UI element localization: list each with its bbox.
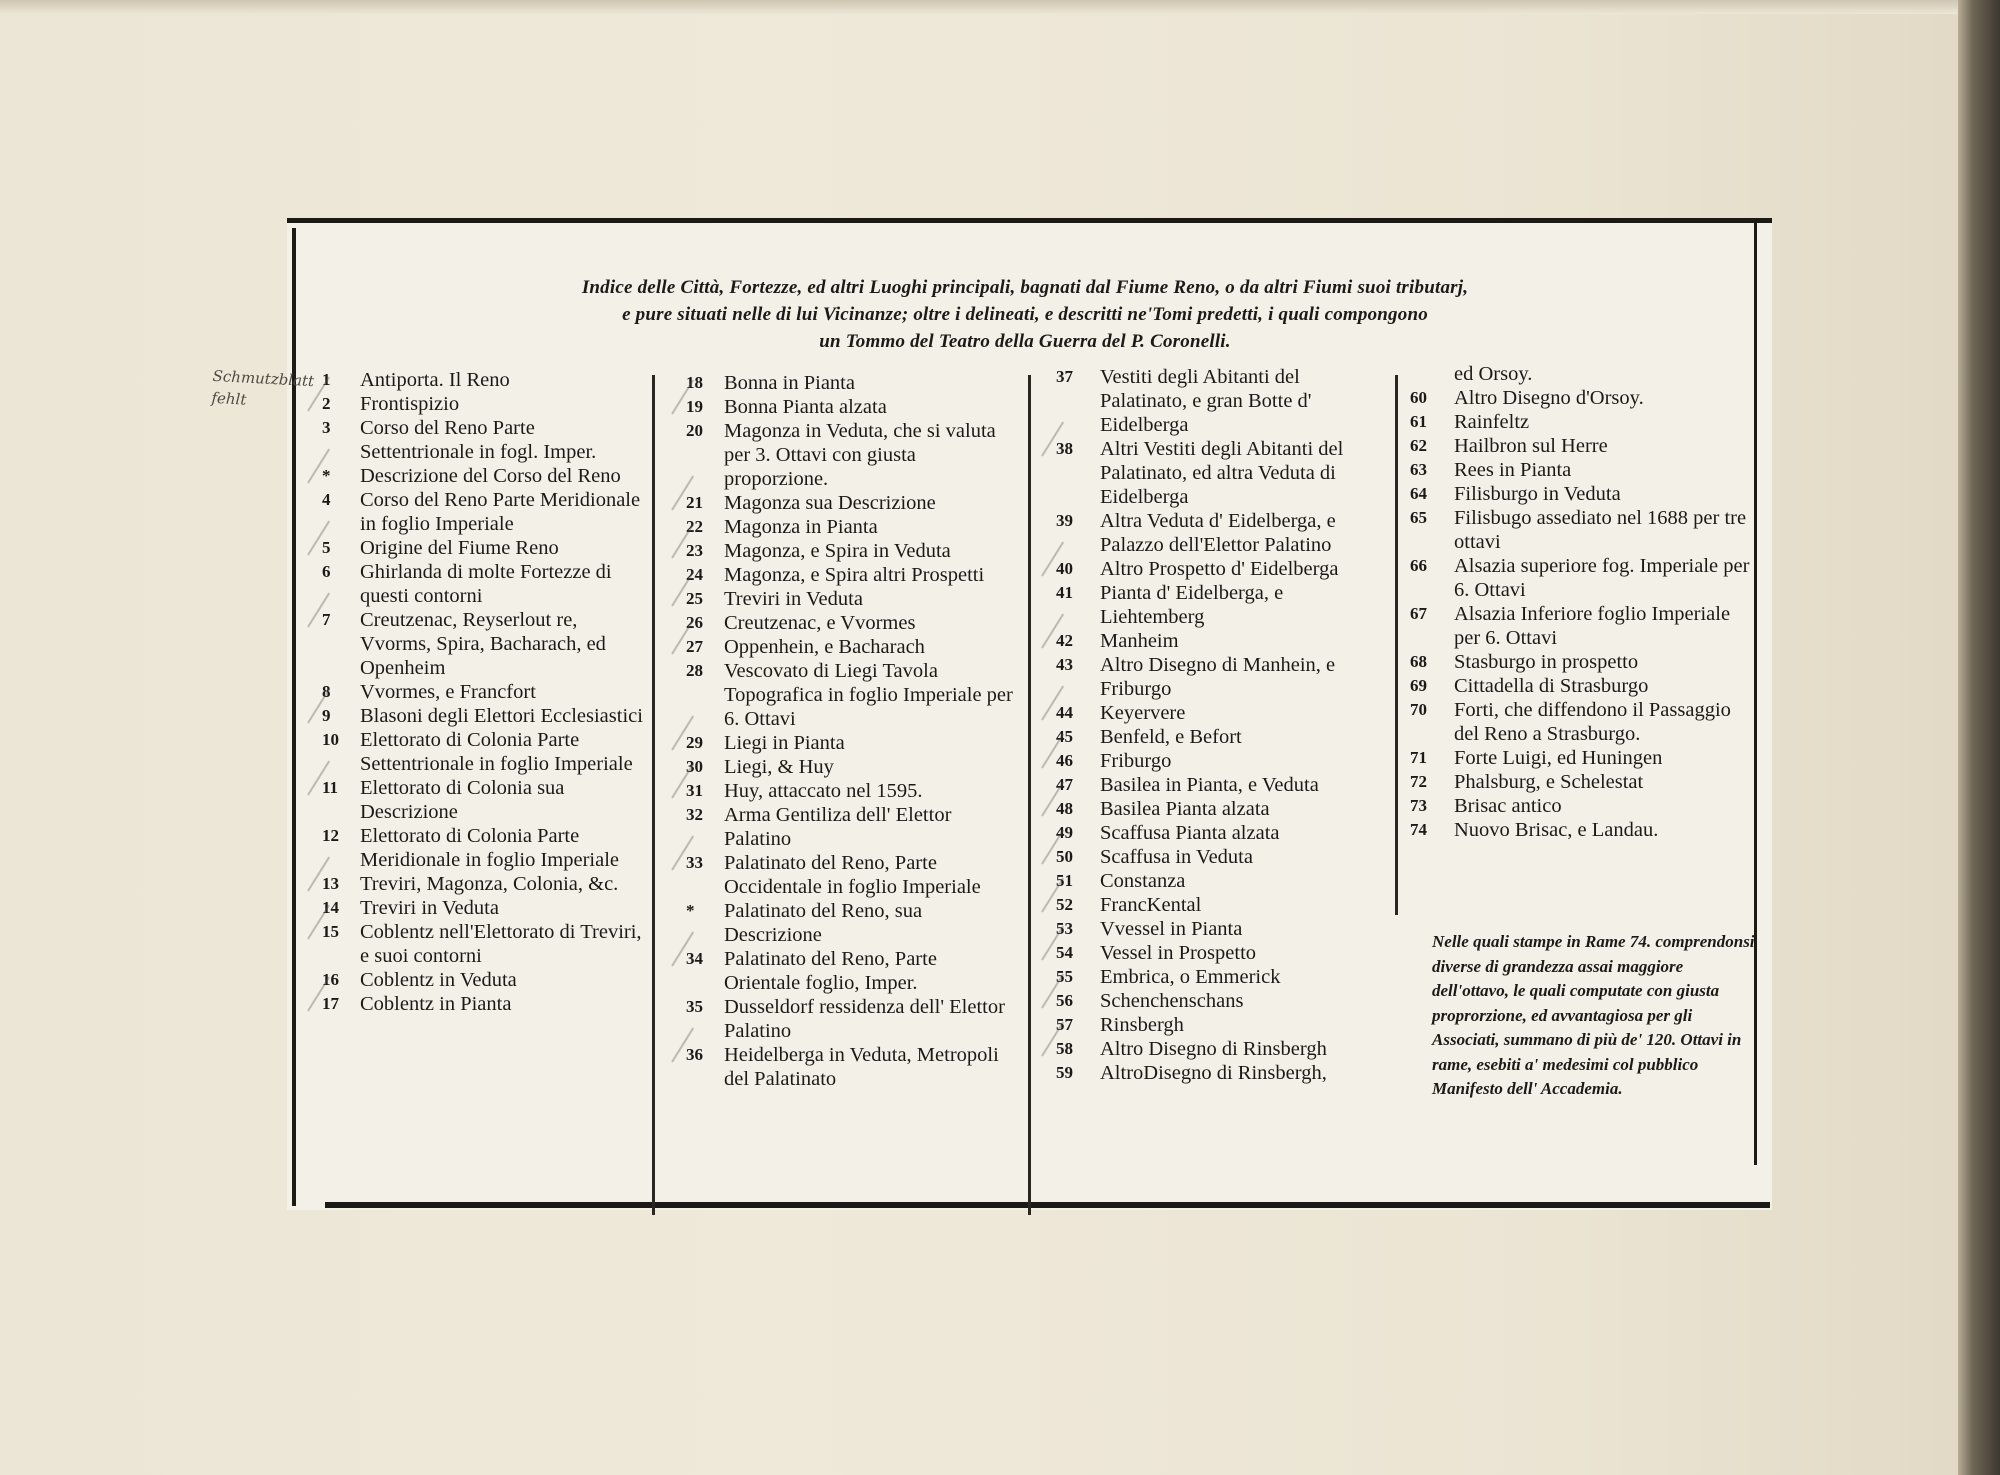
index-entry [322, 392, 650, 416]
entry-title: Liegi, & Huy [724, 756, 834, 778]
entry-number: 11 [322, 778, 339, 797]
entry-number: 70 [1410, 700, 1427, 719]
entry-title: Cittadella di Strasburgo [1454, 675, 1649, 697]
index-entry [686, 995, 1016, 1043]
entry-number: 25 [686, 589, 703, 608]
entry-number: 8 [322, 682, 331, 701]
entry-number: 36 [686, 1045, 703, 1064]
index-entry [1056, 989, 1386, 1013]
entry-number: 21 [686, 493, 703, 512]
entry-title: Creutzenac, Reyserlout re, Vvorms, Spira, Bacharach, ed Openheim [360, 609, 606, 679]
entry-title: Friburgo [1100, 750, 1172, 772]
entry-title: Frontispizio [360, 393, 460, 415]
entry-number: 48 [1056, 799, 1073, 818]
entry-number: 39 [1056, 511, 1073, 530]
entry-number: 38 [1056, 439, 1073, 458]
index-entry [686, 899, 1016, 947]
index-entry [1056, 917, 1386, 941]
entry-title: Heidelberga in Veduta, Metropoli del Palatinato [724, 1044, 999, 1090]
index-entry [686, 395, 1016, 419]
entry-title: Oppenhein, e Bacharach [724, 636, 925, 658]
entry-number: 26 [686, 613, 703, 632]
column-divider [1395, 375, 1398, 915]
entry-title: AltroDisegno di Rinsbergh, [1100, 1062, 1327, 1084]
entry-title: Liegi in Pianta [724, 732, 845, 754]
entry-number: 22 [686, 517, 703, 536]
entry-title: Huy, attaccato nel 1595. [724, 780, 923, 802]
entry-title: Palatinato del Reno, sua Descrizione [724, 900, 923, 946]
index-entry [1410, 458, 1755, 482]
entry-title: Coblentz nell'Elettorato di Treviri, e suoi contorni [360, 921, 642, 967]
entry-number: 19 [686, 397, 703, 416]
entry-number: 46 [1056, 751, 1073, 770]
entry-title: Palatinato del Reno, Parte Orientale foglio, Imper. [724, 948, 937, 994]
margin-note-line: fehlt [211, 388, 247, 409]
entry-number: 51 [1056, 871, 1073, 890]
entry-number: 40 [1056, 559, 1073, 578]
entry-number: 64 [1410, 484, 1427, 503]
index-entry [1056, 437, 1386, 509]
heading-line: un Tommo del Teatro della Guerra del P. Coronelli. [819, 331, 1231, 352]
entry-number: 5 [322, 538, 331, 557]
entry-title: Dusseldorf ressidenza dell' Elettor Palatino [724, 996, 1005, 1042]
entry-title: Scaffusa in Veduta [1100, 846, 1253, 868]
index-entry [686, 731, 1016, 755]
index-entry [686, 803, 1016, 851]
entry-number: 9 [322, 706, 331, 725]
index-entry [686, 491, 1016, 515]
entry-title: Magonza in Pianta [724, 516, 878, 538]
entry-number: 58 [1056, 1039, 1073, 1058]
index-entry [1056, 941, 1386, 965]
entry-title: Blasoni degli Elettori Ecclesiastici [360, 705, 643, 727]
entry-number: 73 [1410, 796, 1427, 815]
entry-title: Ghirlanda di molte Fortezze di questi contorni [360, 561, 612, 607]
entry-number: 65 [1410, 508, 1427, 527]
index-entry [322, 416, 650, 464]
index-entry [686, 587, 1016, 611]
entry-number: 24 [686, 565, 703, 584]
index-entry [1410, 746, 1755, 770]
entry-number: 68 [1410, 652, 1427, 671]
entry-number: 14 [322, 898, 339, 917]
entry-number: 50 [1056, 847, 1073, 866]
entry-number: 59 [1056, 1063, 1073, 1082]
entry-number: 37 [1056, 367, 1073, 386]
entry-title: Basilea in Pianta, e Veduta [1100, 774, 1319, 796]
entry-number: 32 [686, 805, 703, 824]
entry-number: 49 [1056, 823, 1073, 842]
entry-number: * [686, 901, 695, 920]
entry-title: Arma Gentiliza dell' Elettor Palatino [724, 804, 952, 850]
entry-number: 56 [1056, 991, 1073, 1010]
entry-title: Corso del Reno Parte Meridionale in foglio Imperiale [360, 489, 641, 535]
entry-number: 12 [322, 826, 339, 845]
entry-number: 2 [322, 394, 331, 413]
entry-number: 29 [686, 733, 703, 752]
index-entry [686, 659, 1016, 731]
entry-title: Altro Disegno di Rinsbergh [1100, 1038, 1327, 1060]
index-entry [322, 560, 650, 608]
index-entry [1056, 893, 1386, 917]
entry-title: Constanza [1100, 870, 1186, 892]
entry-title: Corso del Reno Parte Settentrionale in fogl. Imper. [360, 417, 597, 463]
index-entry [686, 851, 1016, 899]
index-entry [322, 680, 650, 704]
index-entry [686, 515, 1016, 539]
entry-number: 42 [1056, 631, 1073, 650]
index-entry [322, 464, 650, 488]
index-column-3 [1056, 365, 1386, 1085]
entry-number: 1 [322, 370, 331, 389]
entry-title: Palatinato del Reno, Parte Occidentale in foglio Imperiale [724, 852, 981, 898]
book-binding [1958, 0, 2000, 1475]
index-entry [1056, 965, 1386, 989]
entry-title: Antiporta. Il Reno [360, 369, 510, 391]
entry-title: Pianta d' Eidelberga, e Liehtemberg [1100, 582, 1284, 628]
index-entry [1056, 773, 1386, 797]
entry-title: Altro Disegno di Manhein, e Friburgo [1100, 654, 1336, 700]
entry-title: Origine del Fiume Reno [360, 537, 559, 559]
entry-title: Vvormes, e Francfort [360, 681, 536, 703]
entry-number: 44 [1056, 703, 1073, 722]
index-entry [1410, 410, 1755, 434]
entry-title: Elettorato di Colonia Parte Meridionale in foglio Imperiale [360, 825, 620, 871]
entry-title: Creutzenac, e Vvormes [724, 612, 916, 634]
index-entry [686, 779, 1016, 803]
entry-title: Treviri in Veduta [360, 897, 499, 919]
entry-title: Scaffusa Pianta alzata [1100, 822, 1280, 844]
index-entry [686, 419, 1016, 491]
entry-title: Magonza sua Descrizione [724, 492, 936, 514]
entry-title: Rinsbergh [1100, 1014, 1184, 1036]
entry-title: Filisbugo assediato nel 1688 per tre ottavi [1454, 507, 1747, 553]
index-entry [686, 371, 1016, 395]
entry-number: 57 [1056, 1015, 1073, 1034]
margin-note-line: Schmutzblatt [212, 366, 315, 391]
index-entry [1410, 482, 1755, 506]
index-entry [1056, 509, 1386, 557]
entry-number: 3 [322, 418, 331, 437]
entry-number: 20 [686, 421, 703, 440]
index-entry [1410, 674, 1755, 698]
index-entry [1056, 701, 1386, 725]
index-entry [322, 536, 650, 560]
index-entry [1410, 554, 1755, 602]
entry-number: 13 [322, 874, 339, 893]
entry-title: ed Orsoy. [1454, 363, 1533, 385]
index-entry [1056, 821, 1386, 845]
index-heading [330, 274, 1720, 355]
entry-number: 61 [1410, 412, 1427, 431]
entry-title: Altro Disegno d'Orsoy. [1454, 387, 1644, 409]
entry-number: 47 [1056, 775, 1073, 794]
entry-title: Hailbron sul Herre [1454, 435, 1608, 457]
handwritten-margin-note [211, 365, 333, 415]
index-entry [322, 824, 650, 872]
entry-title: Forti, che diffendono il Passaggio del Reno a Strasburgo. [1454, 699, 1731, 745]
entry-title: Altro Prospetto d' Eidelberga [1100, 558, 1339, 580]
entry-number: 6 [322, 562, 331, 581]
index-entry [1410, 770, 1755, 794]
index-entry [686, 755, 1016, 779]
entry-number: 17 [322, 994, 339, 1013]
index-entry [686, 947, 1016, 995]
index-entry [322, 608, 650, 680]
entry-title: Schenchenschans [1100, 990, 1244, 1012]
heading-line: e pure situati nelle di lui Vicinanze; oltre i delineati, e descritti ne'Tomi predetti, i quali compongono [622, 304, 1428, 325]
entry-title: Stasburgo in prospetto [1454, 651, 1639, 673]
entry-number: 35 [686, 997, 703, 1016]
index-column-1 [322, 368, 650, 1016]
entry-number: 16 [322, 970, 339, 989]
entry-title: Magonza in Veduta, che si valuta per 3. Ottavi con giusta proporzione. [724, 420, 996, 490]
entry-title: Magonza, e Spira altri Prospetti [724, 564, 985, 586]
entry-number: 72 [1410, 772, 1427, 791]
index-entry [1056, 725, 1386, 749]
index-entry [1410, 818, 1755, 842]
index-entry [1056, 869, 1386, 893]
index-entry [322, 872, 650, 896]
index-entry [686, 1043, 1016, 1091]
index-entry [1410, 794, 1755, 818]
entry-number: 66 [1410, 556, 1427, 575]
entry-number: 15 [322, 922, 339, 941]
entry-number: 43 [1056, 655, 1073, 674]
entry-number: 53 [1056, 919, 1073, 938]
index-entry [1410, 362, 1755, 386]
entry-title: Filisburgo in Veduta [1454, 483, 1621, 505]
index-entry [1410, 602, 1755, 650]
entry-title: Embrica, o Emmerick [1100, 966, 1281, 988]
index-entry [322, 992, 650, 1016]
index-entry [322, 488, 650, 536]
index-entry [322, 896, 650, 920]
entry-title: Vestiti degli Abitanti del Palatinato, e gran Botte d' Eidelberga [1100, 366, 1312, 436]
entry-number: 52 [1056, 895, 1073, 914]
entry-title: Rees in Pianta [1454, 459, 1572, 481]
entry-number: 31 [686, 781, 703, 800]
entry-title: Phalsburg, e Schelestat [1454, 771, 1644, 793]
index-entry [1056, 557, 1386, 581]
entry-title: Treviri in Veduta [724, 588, 863, 610]
entry-title: Elettorato di Colonia sua Descrizione [360, 777, 565, 823]
entry-title: Vescovato di Liegi Tavola Topografica in foglio Imperiale per 6. Ottavi [724, 660, 1013, 730]
entry-number: 60 [1410, 388, 1427, 407]
entry-title: Basilea Pianta alzata [1100, 798, 1270, 820]
index-entry [1410, 434, 1755, 458]
entry-number: 27 [686, 637, 703, 656]
entry-number: 69 [1410, 676, 1427, 695]
index-entry [1410, 650, 1755, 674]
entry-number: 74 [1410, 820, 1427, 839]
entry-title: Benfeld, e Befort [1100, 726, 1242, 748]
entry-title: Bonna Pianta alzata [724, 396, 887, 418]
entry-title: Coblentz in Pianta [360, 993, 512, 1015]
index-entry [686, 539, 1016, 563]
entry-title: Rainfeltz [1454, 411, 1530, 433]
index-column-2 [686, 371, 1016, 1091]
index-entry [322, 920, 650, 968]
entry-title: Altri Vestiti degli Abitanti del Palatinato, ed altra Veduta di Eidelberga [1100, 438, 1344, 508]
entry-title: Bonna in Pianta [724, 372, 855, 394]
entry-number: 10 [322, 730, 339, 749]
entry-title: Altra Veduta d' Eidelberga, e Palazzo dell'Elettor Palatino [1100, 510, 1336, 556]
entry-number: 30 [686, 757, 703, 776]
entry-title: Vessel in Prospetto [1100, 942, 1257, 964]
entry-title: Keyervere [1100, 702, 1186, 724]
index-entry [322, 704, 650, 728]
heading-line: Indice delle Città, Fortezze, ed altri Luoghi principali, bagnati dal Fiume Reno, o da altri Fiumi suoi tributarj, [581, 277, 1469, 298]
footnote-plates: Nelle quali stampe in Rame 74. comprendonsi diverse di grandezza assai maggiore dell'ottavo, le quali computate con giusta proprorzione, ed avvantagiosa per gli Associati, summano di più de' 120. Ottavi in rame, esebiti a' medesimi col pubblico Manifesto dell' Accademia. [1432, 932, 1755, 1098]
entry-number: 41 [1056, 583, 1073, 602]
entry-number: 18 [686, 373, 703, 392]
entry-number: 23 [686, 541, 703, 560]
entry-title: Descrizione del Corso del Reno [360, 465, 621, 487]
index-entry [1056, 797, 1386, 821]
column-divider [652, 375, 655, 1215]
index-entry [322, 968, 650, 992]
entry-number: 4 [322, 490, 331, 509]
entry-number: 28 [686, 661, 703, 680]
index-entry [686, 611, 1016, 635]
entry-title: Treviri, Magonza, Colonia, &c. [360, 873, 619, 895]
entry-number: 71 [1410, 748, 1427, 767]
index-column-4 [1410, 362, 1755, 842]
entry-number: 34 [686, 949, 703, 968]
index-entry [1056, 365, 1386, 437]
index-entry [1056, 1061, 1386, 1085]
index-entry [322, 776, 650, 824]
entry-number: * [322, 466, 331, 485]
entry-title: Vvessel in Pianta [1100, 918, 1243, 940]
index-entry [1056, 845, 1386, 869]
entry-number: 33 [686, 853, 703, 872]
entry-title: Forte Luigi, ed Huningen [1454, 747, 1663, 769]
border-rule-top [287, 218, 1772, 223]
column-divider [1028, 375, 1031, 1215]
entry-number: 63 [1410, 460, 1427, 479]
entry-title: Brisac antico [1454, 795, 1562, 817]
entry-title: Manheim [1100, 630, 1179, 652]
entry-title: Elettorato di Colonia Parte Settentrionale in foglio Imperiale [360, 729, 633, 775]
index-entry [322, 728, 650, 776]
entry-title: Alsazia Inferiore foglio Imperiale per 6. Ottavi [1454, 603, 1731, 649]
entry-number: 62 [1410, 436, 1427, 455]
index-entry [1056, 581, 1386, 629]
entry-number: 55 [1056, 967, 1073, 986]
entry-title: Alsazia superiore fog. Imperiale per 6. Ottavi [1454, 555, 1750, 601]
entry-number: 54 [1056, 943, 1073, 962]
index-entry [1056, 1013, 1386, 1037]
index-entry [1410, 506, 1755, 554]
border-rule-bottom [325, 1202, 1770, 1208]
entry-title: Magonza, e Spira in Veduta [724, 540, 951, 562]
entry-title: Nuovo Brisac, e Landau. [1454, 819, 1659, 841]
index-entry [1056, 749, 1386, 773]
entry-number: 45 [1056, 727, 1073, 746]
entry-title: Coblentz in Veduta [360, 969, 517, 991]
index-entry [1056, 653, 1386, 701]
index-entry [1410, 386, 1755, 410]
entry-number: 67 [1410, 604, 1427, 623]
index-entry [1410, 698, 1755, 746]
entry-number: 7 [322, 610, 331, 629]
entry-title: FrancKental [1100, 894, 1202, 916]
index-entry [322, 368, 650, 392]
index-entry [686, 563, 1016, 587]
index-entry [1056, 629, 1386, 653]
index-entry [1056, 1037, 1386, 1061]
page-top-edge [0, 0, 2000, 14]
index-entry [686, 635, 1016, 659]
